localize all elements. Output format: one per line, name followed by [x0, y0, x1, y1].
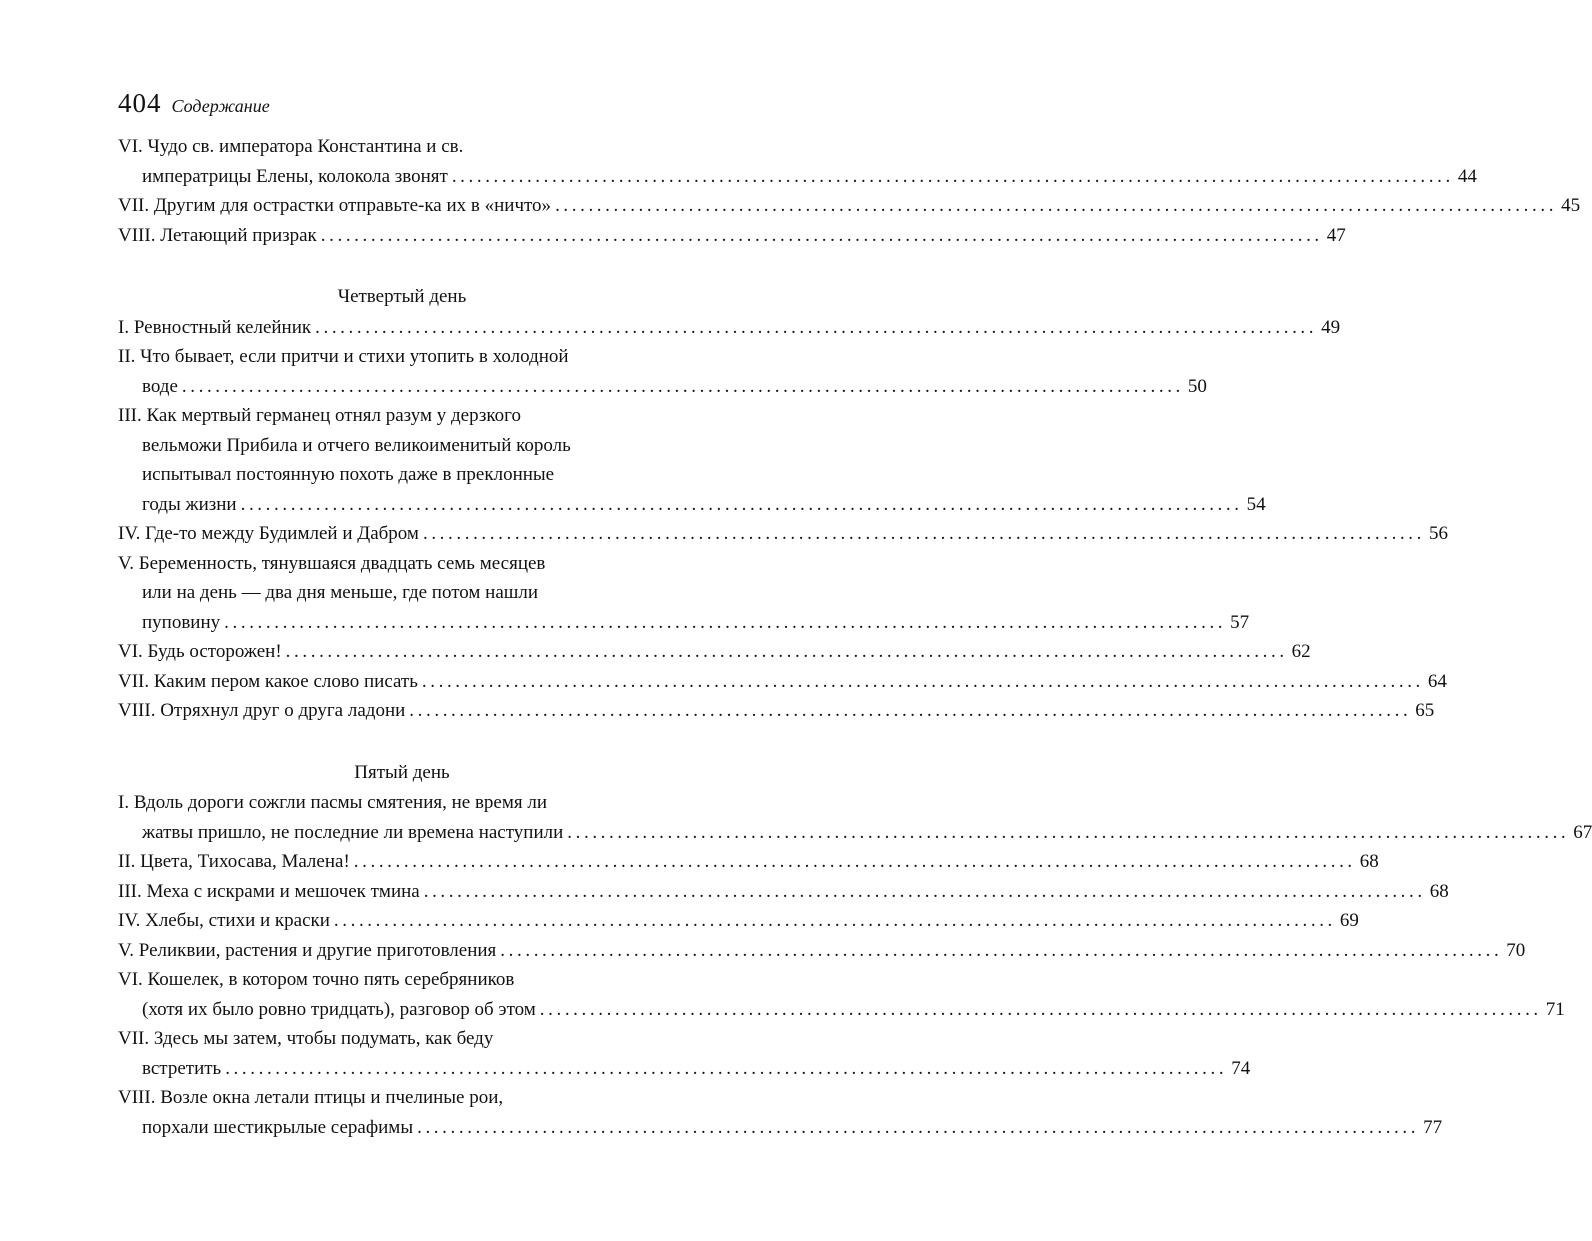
- dot-leader: ........................................................................................................................: [225, 1057, 1228, 1079]
- toc-entry-title: жатвы пришло, не последние ли времена наступили: [142, 821, 564, 843]
- toc-entry-title: III. Меха с искрами и мешочек тмина: [118, 880, 420, 902]
- toc-entry-title: VII. Каким пером какое слово писать: [118, 670, 418, 692]
- toc-entry-title: VIII. Летающий призрак: [118, 224, 317, 246]
- toc-page-number: 56: [1428, 523, 1448, 544]
- toc-entry-last-line: [118, 847, 1379, 877]
- toc-entry[interactable]: [118, 847, 1379, 877]
- toc-entry-last-line: [118, 936, 1526, 966]
- toc-entry-title: пуповину: [142, 611, 221, 633]
- dot-leader: ........................................................................................................................: [417, 1116, 1420, 1138]
- toc-entry-line: VII. Здесь мы затем, чтобы подумать, как беду: [118, 1028, 494, 1049]
- toc-entry-title: годы жизни: [142, 493, 237, 515]
- toc-entry-line: испытывал постоянную похоть даже в преклонные: [142, 464, 555, 485]
- toc-entry-line: VIII. Возле окна летали птицы и пчелиные рои,: [118, 1087, 504, 1108]
- toc-entry[interactable]: [118, 191, 1581, 221]
- dot-leader: ........................................................................................................................: [333, 910, 1336, 931]
- toc-entry[interactable]: [118, 1083, 1443, 1142]
- toc-entry-line: II. Что бывает, если притчи и стихи утопить в холодной: [118, 346, 569, 367]
- toc-entry-last-line: [118, 372, 1207, 402]
- toc-page-number: 64: [1427, 670, 1447, 692]
- toc-entry-last-line: [118, 696, 1435, 726]
- toc-entry-last-line: [118, 818, 1592, 848]
- toc-page-number: 69: [1339, 910, 1359, 931]
- toc-entry-last-line: [118, 313, 1341, 343]
- dot-leader: ........................................................................................................................: [285, 641, 1288, 662]
- toc-entry[interactable]: [118, 342, 1207, 401]
- toc-entry-line: VI. Кошелек, в котором точно пять серебряников: [118, 969, 515, 990]
- toc-entry[interactable]: [118, 696, 1435, 726]
- toc-entry-title: I. Ревностный келейник: [118, 316, 312, 338]
- toc-page-number: 47: [1326, 224, 1346, 246]
- toc-entry-title: II. Цвета, Тихосава, Малена!: [118, 851, 350, 872]
- toc-entry[interactable]: [118, 788, 1592, 847]
- toc-page-number: 49: [1321, 316, 1341, 338]
- running-head: [118, 88, 686, 124]
- toc-entry[interactable]: [118, 549, 1250, 638]
- dot-leader: ........................................................................................................................: [224, 611, 1227, 633]
- table-of-contents: [118, 132, 1592, 1142]
- toc-entry[interactable]: [118, 906, 1359, 936]
- dot-leader: ........................................................................................................................: [353, 851, 1356, 872]
- toc-entry-title: IV. Хлебы, стихи и краски: [118, 910, 330, 931]
- dot-leader: ........................................................................................................................: [421, 670, 1424, 692]
- toc-entry-line: вельможи Прибила и отчего великоименитый король: [142, 434, 571, 456]
- toc-section-title: Пятый день: [354, 761, 450, 783]
- toc-entry-last-line: [118, 877, 1449, 907]
- toc-entry-line: или на день — два дня меньше, где потом нашли: [142, 582, 539, 603]
- toc-entry-last-line: [118, 519, 1448, 549]
- toc-entry-last-line: [118, 608, 1250, 638]
- toc-entry[interactable]: [118, 1024, 1251, 1083]
- page-number: 404: [118, 88, 162, 118]
- toc-page-number: 65: [1415, 700, 1435, 721]
- toc-entry-line: VI. Чудо св. императора Константина и св.: [118, 136, 464, 157]
- toc-page-number: 77: [1423, 1116, 1443, 1138]
- toc-entry[interactable]: [118, 637, 1311, 667]
- dot-leader: ........................................................................................................................: [539, 998, 1542, 1020]
- toc-entry[interactable]: [118, 401, 1266, 519]
- toc-entry-line: III. Как мертвый германец отнял разум у дерзкого: [118, 405, 521, 426]
- toc-page-number: 68: [1359, 851, 1379, 872]
- toc-entry-last-line: [118, 191, 1581, 221]
- toc-entry[interactable]: [118, 877, 1449, 907]
- toc-entry-title: VI. Будь осторожен!: [118, 641, 282, 662]
- dot-leader: ........................................................................................................................: [320, 224, 1323, 246]
- toc-entry-title: порхали шестикрылые серафимы: [142, 1116, 414, 1138]
- toc-entry-last-line: [118, 221, 1346, 251]
- toc-entry[interactable]: [118, 965, 1565, 1024]
- toc-entry[interactable]: [118, 132, 1477, 191]
- dot-leader: ........................................................................................................................: [240, 493, 1243, 515]
- toc-page-number: 70: [1506, 939, 1526, 961]
- toc-page-number: 68: [1429, 880, 1449, 902]
- running-head-title: Содержание: [171, 96, 270, 116]
- toc-entry-last-line: [118, 162, 1477, 192]
- toc-entry-title: (хотя их было ровно тридцать), разговор об этом: [142, 998, 536, 1020]
- toc-page: [118, 88, 1592, 1142]
- toc-entry-title: воде: [142, 375, 178, 397]
- toc-page-number: 71: [1545, 998, 1565, 1020]
- toc-entry-title: VII. Другим для острастки отправьте-ка их в «ничто»: [118, 195, 552, 216]
- dot-leader: ........................................................................................................................: [315, 316, 1318, 338]
- dot-leader: ........................................................................................................................: [422, 523, 1425, 544]
- toc-entry-last-line: [118, 906, 1359, 936]
- toc-page-number: 62: [1291, 641, 1311, 662]
- toc-entry[interactable]: [118, 221, 1346, 251]
- toc-entry[interactable]: [118, 519, 1448, 549]
- toc-page-number: 54: [1246, 493, 1266, 515]
- toc-entry-title: встретить: [142, 1057, 222, 1079]
- dot-leader: ........................................................................................................................: [451, 165, 1454, 187]
- dot-leader: ........................................................................................................................: [409, 700, 1412, 721]
- toc-entry-title: IV. Где-то между Будимлей и Дабром: [118, 523, 419, 544]
- toc-entry-last-line: [118, 1054, 1251, 1084]
- toc-page-number: 45: [1561, 195, 1581, 216]
- toc-page-number: 50: [1187, 375, 1207, 397]
- toc-entry-title: V. Реликвии, растения и другие приготовления: [118, 939, 497, 961]
- toc-entry-title: VIII. Отряхнул друг о друга ладони: [118, 700, 406, 721]
- toc-entry-last-line: [118, 637, 1311, 667]
- toc-section-title: Четвертый день: [337, 286, 467, 307]
- toc-entry[interactable]: [118, 936, 1526, 966]
- toc-entry[interactable]: [118, 313, 1341, 343]
- toc-entry-last-line: [118, 1113, 1443, 1143]
- toc-entry-line: V. Беременность, тянувшаяся двадцать семь месяцев: [118, 552, 546, 574]
- toc-entry-line: I. Вдоль дороги сожгли пасмы смятения, не время ли: [118, 792, 548, 813]
- toc-page-number: 44: [1457, 165, 1477, 187]
- toc-page-number: 67: [1573, 821, 1592, 843]
- toc-entry[interactable]: [118, 667, 1447, 697]
- toc-entry-last-line: [118, 490, 1266, 520]
- toc-entry-title: императрицы Елены, колокола звонят: [142, 165, 448, 187]
- dot-leader: ........................................................................................................................: [555, 195, 1558, 216]
- toc-page-number: 57: [1230, 611, 1250, 633]
- toc-page-number: 74: [1231, 1057, 1251, 1079]
- dot-leader: ........................................................................................................................: [181, 375, 1184, 397]
- dot-leader: ........................................................................................................................: [423, 880, 1426, 902]
- dot-leader: ........................................................................................................................: [500, 939, 1503, 961]
- dot-leader: ........................................................................................................................: [567, 821, 1570, 843]
- toc-entry-last-line: [118, 995, 1565, 1025]
- toc-entry-last-line: [118, 667, 1447, 697]
